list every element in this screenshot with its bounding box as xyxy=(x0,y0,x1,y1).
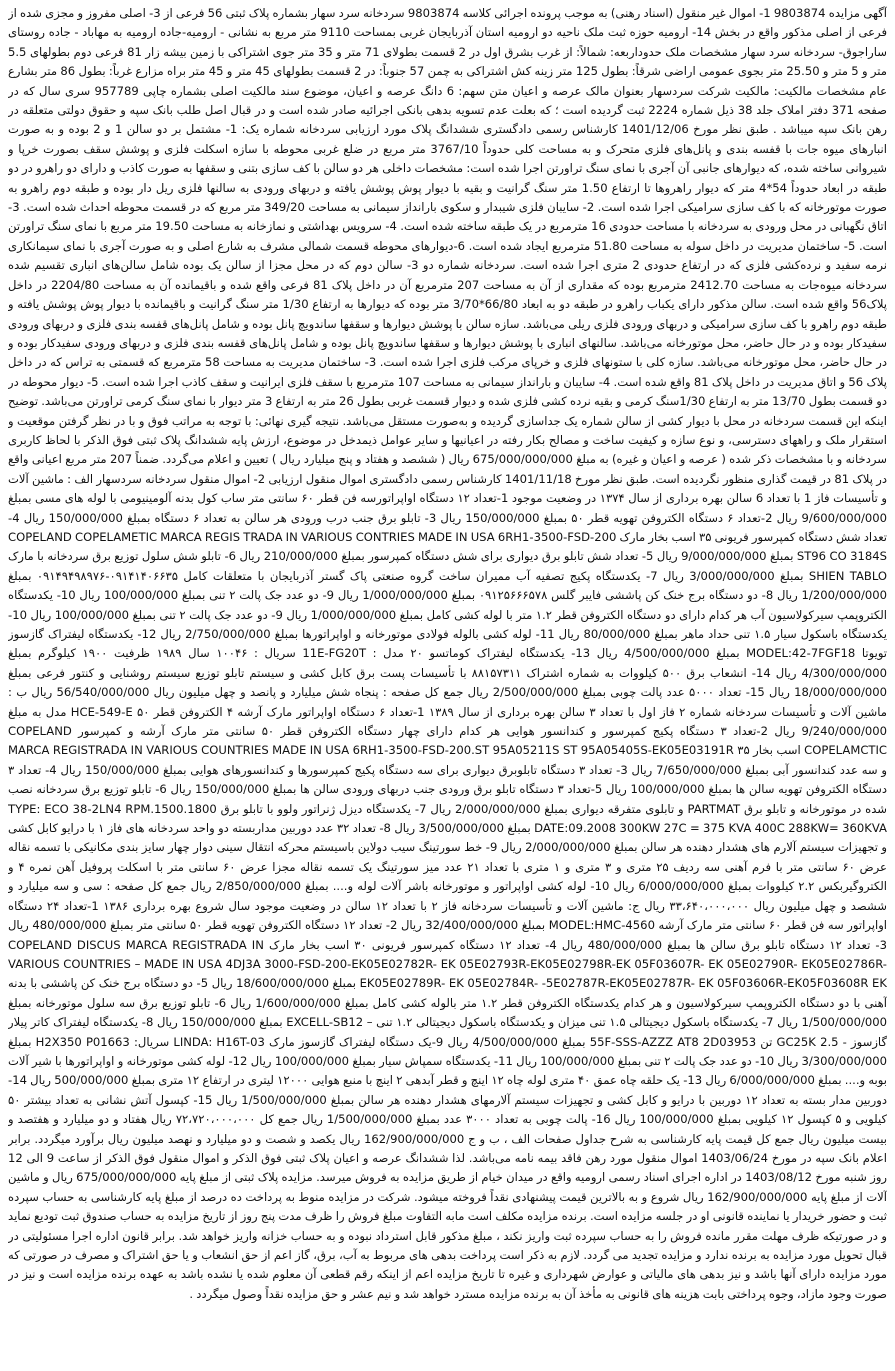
auction-notice-text: آگهی مزایده 9803874 1- اموال غیر منقول (اسناد رهنی) به موجب پرونده اجرائی کلاسه 9803874 سردخانه سرد سهار بشماره پلاک ثبتی 56 فرعی از 3- اصلی مفروز و مجزی شده از فرعی از اصلی مذکور واقع در بخش 14- ارومیه حوزه ثبت ملک ناحیه دو ارومیه استان آذربایجان غربی بمساحت 9110 متر مربع به نشانی - ارومیه-جاده ارومیه به مهاباد - جاده روستای ساراجوق- سردخانه سرد سهار مشخصات ملک حدوداربعه: شمالاً: از غرب بشرق اول در 2 قسمت بطولای 71 متر و 35 متر جوی اشتراکی با زمین بیشه زار 81 فرعی دوم بطولهای 5.5 متر و 5 متر و 25.50 متر بجوی عمومی اراضی شرقاً: بطول 125 متر زینه کش اشتراکی به چمن 57 جنوباً: در 2 قسمت بطولهای 45 متر و 45 متر براه مزارع غرباً: بطول 86 متر بشارع عام مشخصات مالکیت: مالکیت شرکت سردسهار بعنوان مالک عرصه و اعیان متن سهم: 6 دانگ عرصه و اعیان، موضوع سند مالکیت اصلی بشماره چاپی 957789 سری سال که در صفحه 371 دفتر املاک جلد 38 ذیل شماره 2224 ثبت گردیده است ؛ که بعلت عدم تسویه بدهی بانکی اجرائیه صادر شده است و در قبال اصل طلب بانک سپه و حقوق دولتی متعلقه در رهن بانک سپه میباشد . طبق نظر مورخ 1401/12/06 کارشناس رسمی دادگستری ششدانگ پلاک مورد ارزیابی سردخانه شماره یک: 1- مشتمل بر دو سالن 1 و 2 بوده و به صورت انبارهای میوه جات با قفسه بندی و پانل‌های فلزی متحرک و به مساحت کلی حدوداً 3767/10 متر مربع در ضلع غربی محوطه با سازه اسکلت فلزی و پوشش سقف بصورت خرپا و شیروانی ساخته شده، که دیوارهای جانبی آن آجری با نمای سنگ تراورتن اجرا شده است: مشخصات داخلی هر دو سالن با کف سازی بتنی و سقفها به صورت کاذب و دارای دو راهرو در دو طبقه در ابعاد حدوداً 54*4 متر که دیوار راهروها تا ارتفاع 1.50 متر سنگ گرانیت و بقیه با دیوار پوش پوشش یافته و دربهای ورودی به سالنها فلزی ریل دار بوده و طبقه دوم راهرو به صورت موتورخانه که با کف سازی سرامیکی اجرا شده است. 2- سایبان فلزی شیبدار و سکوی بارانداز سیمانی به مساحت 349/20 متر مربع که در قسمت محوطه احداث شده است. 3- اتاق نگهبانی در محل ورودی به سردخانه با مساحت حدودی 16 مترمربع در یک طبقه ساخته شده است. 4- سرویس بهداشتی و نمازخانه به مساحت 19.50 متر مربع با نمای سنگ تراورتن است. 5- ساختمان مدیریت در داخل سوله به مساحت 51.80 مترمربع ایجاد شده است. 6-دیوارهای محوطه قسمت شمالی مشرف به شارع اصلی و به صورت آجری با نمای سیمانکاری نرمه سفید و نرده‌کشی فلزی که در ارتفاع حدودی 2 متری اجرا شده است. سردخانه شماره دو 3- سالن دوم که در محل مجزا از سالن یک بوده شامل سالن‌های انباری تقسیم شده سردخانه میوه‌جات به مساحت 2412.70 مترمربع بوده که مقداری از آن به مساحت 207 مترمربع آن در داخل پلاک 81 فرعی واقع شده و باقیمانده آن به مساحت 2204/80 در داخل پلاک56 واقع شده است. سالن مذکور دارای یکباب راهرو در طبقه دو به ابعاد 66/80*3/70 متر بوده که دیوارها به ارتفاع 1/30 متر سنگ گرانیت و باقیمانده با دیوار پوش پوشش یافته و طبقه دوم راهرو با کف سازی سرامیکی و دربهای ورودی فلزی ریلی می‌باشد. سازه سالن با پوشش دیوارها و سقفها ساندویچ پانل بوده و شامل پانل‌های قفسه بندی فلزی و دربهای ورودی سفیدکار بوده و در حال حاضر، محل موتورخانه می‌باشد. سالنهای انباری با پوشش دیوارها و سقفها ساندویچ پانل بوده و شامل پانل‌های قفسه بندی فلزی و دربهای ورودی سفیدکار بوده و در حال حاضر، محل موتورخانه می‌باشد. سازه کلی با ستونهای فلزی و خرپای مرکب فلزی اجرا شده است. 3- ساختمان مدیریت به مساحت 58 مترمربع که قسمتی به تراس که در داخل پلاک 56 و اتاق مدیریت در داخل پلاک 81 واقع شده است. 4- سایبان و بارانداز سیمانی به مساحت 107 مترمربع با سقف فلزی ایرانیت و سقف کاذب اجرا شده است. 5- دیوار محوطه در دو قسمت بطول 13/70 متر به ارتفاع 1/30سنگ کرمی و بقیه نرده کشی فلزی شده و دیوار قسمت غربی بطول 26 متر به ارتفاع 3 متر دیوار با نمای سنگ کرمی تراورتن می‌باشد. توضیح اینکه این قسمت سردخانه در محل با دیوار کشی از سالن شماره یک جداسازی گردیده و به‌صورت مستقل می‌باشد. نتیجه گیری نهائی: با توجه به مراتب فوق و با در نظر گرفتن موقعیت و استقرار ملک و راههای دسترسی، و نوع سازه و کیفیت ساخت و مصالح بکار رفته در اعیانیها و سایر عوامل ذیمدخل در موضوع، ارزش پایه ششدانگ پلاک ثبتی فوق الذکر با لحاظ کاربری سردخانه و با مشخصات ذکر شده ( عرصه و اعیان و غیره) به مبلغ 675/000/000/000 ریال ( ششصد و هفتاد و پنج میلیارد ریال ) تعیین و اعلام می‌گردد. ضمناً 207 متر مربع اعیانی واقع در پلاک 81 در قیمت گذاری منظور نگردیده است. طبق نظر مورخ 1401/11/18 کارشناس رسمی دادگستری اموال منقول ارزیابی 2- اموال منقول سردخانه سردسهار الف : ماشین آلات و تأسیسات فاز 1 با تعداد 6 سالن بهره برداری از سال ۱۳۷۴ در وضعیت موجود 1-تعداد ۱۲ دستگاه اواپراتورسه فن قطر ۶۰ سانتی متر ساب کول بدنه آلومینیومی با لوله های مسی بمبلغ 9/600/000/000 ریال 2-تعداد ۶ دستگاه الکتروفن تهویه قطر ۵۰ بمبلغ 150/000/000 ریال 3- تابلو برق جنب درب ورودی هر سالن به تعداد ۶ دستگاه بمبلغ 150/000/000 ریال 4- تعداد شش دستگاه کمپرسور فریونی ۳۵ اسب بخار مارک COPELAND COPELAMETIC MARCA REGIS TRADA IN VARIOUS CONTRIES MADE IN USA 6RH1-3500-FSD-200 ST96 CO 3184S بمبلغ 9/000/000/000 ریال 5- تعداد شش تابلو برق دیواری برای شش دستگاه کمپرسور بمبلغ 210/000/000 ریال 6- تابلو شش سلول توزیع برق سردخانه با مارک SHIEN TABLO بمبلغ 3/000/000/000 ریال 7- یکدستگاه پکیج تصفیه آب ممیران ساخت گروه صنعتی پاک گستر آذربایجان با متعلقات کامل ۰۹۱۴۱۴۰۶۶۳۵-۰۹۱۴۹۴۹۸۹۷۶ بمبلغ 1/200/000/000 ریال 8- دو دستگاه برج خنک کن پاششی فایبر گلس ۰۹۱۲۵۶۶۶۵۷۸ بمبلغ 1/000/000/000 ریال 9- دو عدد جک پالت ۲ تنی بمبلغ 100/000/000 ریال 10- یکدستگاه الکتروپمپ سیرکولاسیون آب هر کدام دارای دو دستگاه الکتروفن قطر ۱.۲ متر با لوله کشی کامل بمبلغ 1/000/000/000 ریال 9- دو عدد جک پالت ۲ تنی بمبلغ 100/000/000 ریال 10- یکدستگاه باسکول سیار ۱.۵ تنی حداد ماهر بمبلغ 80/000/000 ریال 11- لوله کشی بالوله فولادی موتورخانه و اواپراتورها بمبلغ 2/750/000/000 ریال 12- یکدستگاه لیفتراک گازسوز تویوتا MODEL:42-7FGF18 بمبلغ 4/500/000/000 ریال 13- یکدستگاه لیفتراک کوماتسو ۲۰ مدل : 11E-FG20T سریال : ۱۰۰۴۶ سال ۱۹۸۹ ظرفیت ۱۹۰۰ کیلوگرم بمبلغ 4/300/000/000 ریال 14- انشعاب برق ۵۰۰ کیلووات به شماره اشتراک ۸۸۱۵۷۳۱۱ با تأسیسات پست برق کابل کشی و سیستم تابلو توزیع سیستم روشنایی و کنتور فرعی بمبلغ 18/000/000/000 ریال 15- تعداد ۵۰۰۰ عدد پالت چوبی بمبلغ 2/500/000/000 ریال جمع کل صفحه : پنجاه شش میلیارد و پانصد و چهل میلیون ریال 56/540/000/000 ریال ب : ماشین آلات و تأسیسات سردخانه شماره ۲ فاز اول با تعداد ۳ سالن بهره برداری از سال ۱۳۸۹ 1-تعداد ۶ دستگاه اواپراتور مارک آرشه ۴ الکتروفن قطر ۵۰ HCE-549-E مدل به مبلغ 9/240/000/000 ریال 2-تعداد ۳ دستگاه پکیج کمپرسور و کندانسور هوایی هر کدام دارای چهار دستگاه الکتروفن قطر ۵۰ سانتی متر مارک آرشه و کمپرسور COPELAND COPELAMCTIC اسب بخار ۳۵ MARCA REGISTRADA IN VARIOUS COUNTRIES MADE IN USA 6RH1-3500-FSD-200.ST 95A05211S ST 95A05405S-EK05E03191R و سه عدد کندانسور آبی بمبلغ 7/650/000/000 ریال 3- تعداد ۳ دستگاه تابلوبرق دیواری برای سه دستگاه پکیج کمپرسورها و کندانسورهای هوایی بمبلغ 150/000/000 ریال 4- تعداد ۳ دستگاه الکتروفن تهویه سالن ها بمبلغ 100/000/000 ریال 5-تعداد ۳ دستگاه تابلو برق ورودی جنب دربهای ورودی سالن ها بمبلغ 150/000/000 ریال 6- تابلو توزیع برق سردخانه نصب شده در موتورخانه و تابلو برق PARTMAT و تابلوی متفرقه دیواری بمبلغ 2/000/000/000 ریال 7- یکدستگاه دیزل ژنراتور ولوو با تابلو برق TYPE: ECO 38-2LN4 RPM.1500.1800 DATE:09.2008 300KW 27C = 375 KVA 400C 288KW= 360KVA بمبلغ 3/500/000/000 ریال 8- تعداد ۳۲ عدد دوربین مداربسته دو واحد سردخانه های فاز ۱ با درایو کابل کشی و تجهیزات سیستم آلارم های هشدار دهنده هر سالن بمبلغ 2/000/000/000 ریال 9- خط سورتینگ سیب دولاین باسیستم محرکه انتقال سینی دوار چهار سایز بندی مکانیکی با تسمه نقاله عرض ۶۰ سانتی متر با فرم آهنی سه ردیف ۲۵ متری و ۳ متری و ۱ متری با تعداد ۲۱ عدد میز سورتینگ یک تسمه نقاله مجزا عرض ۶۰ سانتی متر با اسکلت پروفیل آهن نمره ۴ و الکتروگیربکس ۲.۲ کیلووات بمبلغ 6/000/000/000 ریال 10- لوله کشی اواپراتور و موتورخانه باشر آلات لوله و.... بمبلغ 2/850/000/000 ریال جمع کل صفحه : سی و سه میلیارد و ششصد و چهل میلیون ریال ۳۳،۶۴۰،۰۰۰،۰۰۰ ریال ج: ماشین آلات و تأسیسات سردخانه فاز ۲ با تعداد ۱۲ سالن در وضعیت موجود سال شروع بهره برداری ۱۳۸۶ 1-تعداد ۲۴ دستگاه اواپراتور سه فن قطر ۶۰ سانتی متر مارک آرشه MODEL:HMC-4560 بمبلغ 32/400/000/000 ریال 2- تعداد ۱۲ دستگاه الکتروفن تهویه قطر ۵۰ سانتی متر بمبلغ 480/000/000 ریال 3- تعداد ۱۲ دستگاه تابلو برق سالن ها بمبلغ 480/000/000 ریال 4- تعداد ۱۲ دستگاه کمپرسور فریونی ۳۰ اسب بخار مارک COPELAND DISCUS MARCA REGISTRADA IN VARIOUS COUNTRIES – MADE IN USA 4DJ3A 3000-FSD-200-EK05E02782R- EK 05E02793R-EK05E02798R-EK 05F03607R- EK 05E02790R- EK05E02786R-EK05E02789R- EK 05E02784R- -5E02787R-EK05E02787R- EK 05F03606R-EK05F03608R EK بمبلغ 18/600/000/000 ریال 5- دو دستگاه برج خنک کن پاششی با بدنه آهنی با دو دستگاه الکتروپمپ سیرکولاسیون و هر کدام یکدستگاه الکتروفن قطر ۱.۲ متر بالوله کشی کامل بمبلغ 1/600/000/000 ریال 6- تابلو توزیع برق سه سلول موتورخانه بمبلغ 1/500/000/000 ریال 7- یکدستگاه باسکول دیجیتالی ۱.۵ تنی میزان و یکدستگاه باسکول دیجیتالی ۱.۲ تنی – EXCELL-SB12 بمبلغ 150/000/000 ریال 8- یکدستگاه لیفتراک کاتر پیلار گازسوز - GC25K 2.5 تن 55F-SSS-AZZZ AT8 2D03953 بمبلغ 4/500/000/000 ریال 9-یک دستگاه لیفتراک گازسوز مارک LINDA: H16T-03 سریال: H2X350 P01663 بمبلغ 3/300/000/000 ریال 10- دو عدد جک پالت ۲ تنی بمبلغ 100/000/000 ریال 11- یکدستگاه سمپاش سیار بمبلغ 100/000/000 ریال 12- لوله کشی موتورخانه و اواپراتورها با شیر آلات بوبه و.... بمبلغ 6/000/000/000 ریال 13- یک حلقه چاه عمق ۴۰ متری لوله چاه ۱۲ اینچ و قطر آبدهی ۲ اینچ با منبع هوایی ۱۲۰۰۰ لیتری در ارتفاع ۱۲ متری بمبلغ 500/000/000 ریال 14- دوربین مدار بسته به تعداد ۱۲ دوربین با درایو و کابل کشی و تجهیزات سیستم آلارمهای هشدار دهنده هر سالن بمبلغ 1/500/000/000 ریال 15- کپسول آتش نشانی به تعداد بیشتر ۵۰ کیلویی و ۵ کپسول ۱۲ کیلویی بمبلغ 100/000/000 ریال 16- پالت چوبی به تعداد ۳۰۰۰ عدد بمبلغ 1/500/000/000 ریال جمع کل ۷۲،۷۲۰،۰۰۰،۰۰۰ ریال هفتاد و دو میلیارد و هفتصد و بیست میلیون ریال جمع کل قیمت پایه کارشناسی به شرح جداول صفحات الف ، ب و ج 162/900/000/000 ریال یکصد و شصت و دو میلیارد و نهصد میلیون ریال برآورد میگردد. برابر اعلام بانک سپه در مورخ 1403/06/24 اموال منقول مورد رهن فاقد بیمه نامه می‌باشد. لذا ششدانگ عرصه و اعیان پلاک ثبتی فوق الذکر و اموال منقول فوق الذکر از ساعت 9 الی 12 روز شنبه مورخ 1403/08/12 در اداره اجرای اسناد رسمی ارومیه واقع در میدان خیام از طریق مزایده به فروش میرسد. مزایده پلاک ثبتی از مبلغ پایه 675/000/000/000 ریال و ماشین آلات از مبلغ پایه 162/900/000/000 ریال شروع و به بالاترین قیمت پیشنهادی نقداً فروخته میشود. شرکت در مزایده منوط به پرداخت ده درصد از مبلغ پایه کارشناسی به حساب سپرده ثبت و حضور خریدار یا نماینده قانونی او در جلسه مزایده است. برنده مزایده مکلف است مابه التفاوت مبلغ فروش را ظرف مدت پنج روز از تاریخ مزایده به حساب صندوق ثبت تودیع نماید و در صورتیکه ظرف مهلت مقرر مانده فروش را به حساب سپرده ثبت واریز نکند ، مبلغ مذکور قابل استرداد نبوده و به حساب خزانه واریز خواهد شد. برابر قانون اداره اجرا مسئولیتی در قبال تحویل مورد مزایده به برنده ندارد و مزایده تجدید می گردد. لازم به ذکر است پرداخت بدهی های مربوط به آب، برق، گاز اعم از حق انشعاب و یا حق اشتراک و مصرف در صورتی که مورد مزایده دارای آنها باشد و نیز بدهی های مالیاتی و عوارض شهرداری و غیره تا تاریخ مزایده اعم از اینکه رقم قطعی آن معلوم شده یا نشده باشد به عهده برنده مزایده است و نیز در صورت وجود مازاد، وجوه پرداختی بابت هزینه های قانونی به مأخذ آن به برنده مزایده مسترد خواهد شد و نیم عشر و حق مزایده نقداً وصول میگردد . xyxy=(8,6,887,1301)
